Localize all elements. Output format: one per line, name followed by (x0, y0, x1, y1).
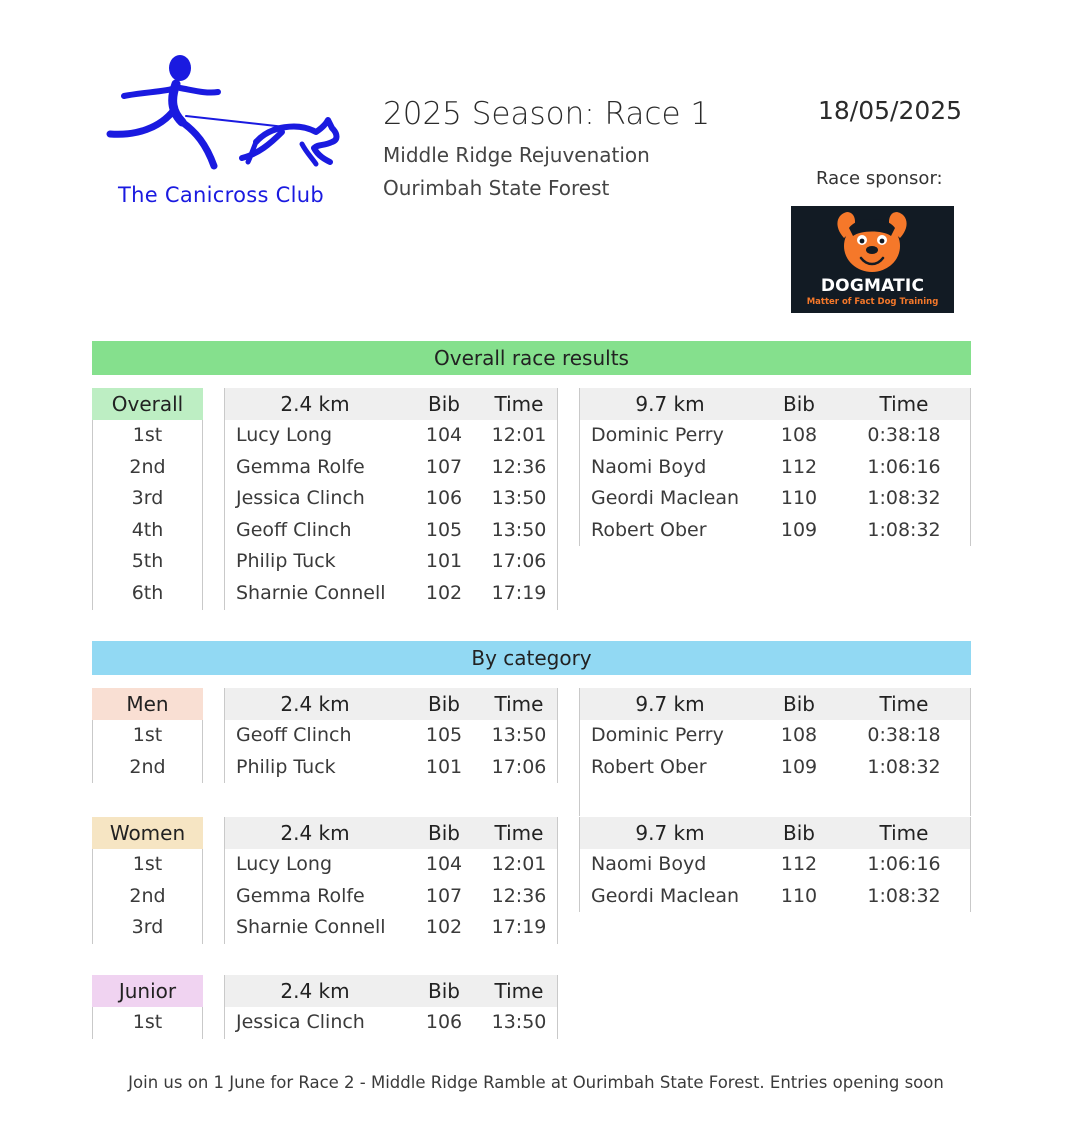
race-time: 17:19 (491, 581, 547, 604)
time-header: Time (494, 979, 544, 1003)
runner-name: Dominic Perry (591, 424, 724, 446)
bib-number: 109 (780, 518, 818, 541)
place-label: 5th (131, 550, 164, 573)
runner-name: Geordi Maclean (591, 884, 740, 907)
place-label: 2nd (129, 884, 166, 907)
table-row (225, 546, 557, 578)
men-2-4km-table (224, 688, 558, 783)
runner-name: Robert Ober (591, 518, 707, 541)
table-row (225, 752, 557, 784)
bib-number: 102 (425, 581, 463, 604)
time-header: Time (879, 692, 929, 716)
bib-number: 105 (425, 518, 463, 541)
sponsor-name: DOGMATIC (820, 276, 925, 296)
sponsor-tagline: Matter of Fact Dog Training (806, 297, 939, 307)
race-time: 1:08:32 (867, 487, 941, 510)
junior-2-4km-table (224, 975, 558, 1039)
race-subtitle: Middle Ridge Rejuvenation (383, 143, 650, 167)
runner-name: Geoff Clinch (236, 518, 352, 541)
table-header-row (580, 817, 970, 849)
bib-number: 112 (780, 455, 818, 478)
bib-header: Bib (428, 979, 460, 1003)
race-time: 1:08:32 (867, 755, 941, 778)
runner-name: Philip Tuck (236, 550, 336, 573)
bib-number: 109 (780, 755, 818, 778)
race-time: 13:50 (491, 487, 547, 510)
race-time: 17:06 (491, 550, 547, 573)
time-header: Time (494, 392, 544, 416)
table-row (580, 849, 970, 881)
bib-number: 105 (425, 724, 463, 746)
place-label: 6th (131, 581, 164, 604)
runner-name: Naomi Boyd (591, 853, 707, 875)
race-time: 12:36 (491, 455, 547, 478)
bib-header: Bib (783, 392, 815, 416)
runner-name: Philip Tuck (236, 755, 336, 778)
women-category-header: Women (92, 817, 203, 849)
bib-number: 108 (780, 424, 818, 446)
runner-name: Gemma Rolfe (236, 455, 365, 478)
bib-header: Bib (428, 821, 460, 845)
runner-name: Jessica Clinch (236, 487, 365, 510)
men-category-header: Men (92, 688, 203, 720)
place-label: 2nd (129, 755, 166, 778)
race-time: 12:36 (491, 884, 547, 907)
table-header-row (225, 817, 557, 849)
dog-face-icon (827, 208, 917, 278)
table-header-row (225, 388, 557, 420)
time-header: Time (494, 692, 544, 716)
time-header: Time (494, 821, 544, 845)
bib-number: 104 (425, 424, 463, 446)
table-row (225, 452, 557, 484)
race-time: 0:38:18 (867, 724, 941, 746)
distance-header: 2.4 km (280, 392, 350, 416)
time-header: Time (879, 821, 929, 845)
table-row (225, 1007, 557, 1039)
runner-name: Dominic Perry (591, 724, 724, 746)
table-row (580, 483, 970, 515)
race-time: 13:50 (491, 518, 547, 541)
runner-name: Robert Ober (591, 755, 707, 778)
bib-number: 108 (780, 724, 818, 746)
table-row (580, 420, 970, 452)
bib-number: 110 (780, 884, 818, 907)
overall-place-header: Overall (92, 388, 203, 420)
race-time: 12:01 (491, 424, 547, 446)
table-row (225, 912, 557, 944)
junior-category-header: Junior (92, 975, 203, 1007)
runner-name: Lucy Long (236, 424, 333, 446)
race-date: 18/05/2025 (818, 96, 963, 125)
bib-number: 107 (425, 455, 463, 478)
table-row (225, 720, 557, 752)
race-time: 12:01 (491, 853, 547, 875)
race-time: 1:08:32 (867, 518, 941, 541)
table-row (225, 515, 557, 547)
race-time: 0:38:18 (867, 424, 941, 446)
table-header-row (225, 975, 557, 1007)
runner-name: Geordi Maclean (591, 487, 740, 510)
place-label: 4th (131, 518, 164, 541)
table-header-row (580, 688, 970, 720)
place-label: 3rd (131, 487, 164, 510)
women-place-column (92, 849, 203, 944)
bib-number: 107 (425, 884, 463, 907)
bib-number: 112 (780, 853, 818, 875)
bib-header: Bib (428, 392, 460, 416)
table-row (580, 515, 970, 547)
place-label: 1st (132, 1011, 163, 1033)
race-time: 17:19 (491, 916, 547, 939)
club-name: The Canicross Club (117, 183, 325, 207)
bib-header: Bib (428, 692, 460, 716)
table-row (580, 752, 970, 784)
bib-header: Bib (783, 692, 815, 716)
distance-header: 9.7 km (635, 821, 705, 845)
runner-name: Naomi Boyd (591, 455, 707, 478)
bib-number: 106 (425, 487, 463, 510)
overall-2-4km-table (224, 388, 558, 610)
table-row (225, 849, 557, 881)
race-time: 1:06:16 (867, 853, 941, 875)
bib-header: Bib (783, 821, 815, 845)
time-header: Time (879, 392, 929, 416)
overall-results-banner: Overall race results (92, 341, 971, 375)
junior-place-column (92, 1007, 203, 1039)
distance-header: 2.4 km (280, 979, 350, 1003)
race-time: 17:06 (491, 755, 547, 778)
overall-9-7km-table (579, 388, 971, 546)
footer-announcement: Join us on 1 June for Race 2 - Middle Ridge Ramble at Ourimbah State Forest. Entries opening soon (128, 1073, 944, 1092)
runner-name: Lucy Long (236, 853, 333, 875)
runner-name: Gemma Rolfe (236, 884, 365, 907)
race-time: 13:50 (491, 724, 547, 746)
table-row (225, 420, 557, 452)
race-time: 1:08:32 (867, 884, 941, 907)
distance-header: 9.7 km (635, 392, 705, 416)
club-logo (96, 48, 346, 213)
sponsor-label: Race sponsor: (816, 168, 943, 189)
table-header-row (225, 688, 557, 720)
bib-number: 106 (425, 1011, 463, 1033)
men-place-column (92, 720, 203, 783)
sponsor-logo (791, 206, 954, 313)
table-row (580, 452, 970, 484)
bib-number: 104 (425, 853, 463, 875)
men-9-7km-table (579, 688, 971, 816)
race-time: 13:50 (491, 1011, 547, 1033)
bib-number: 102 (425, 916, 463, 939)
table-header-row (580, 388, 970, 420)
by-category-banner: By category (92, 641, 971, 675)
place-label: 1st (132, 724, 163, 746)
runner-name: Jessica Clinch (236, 1011, 365, 1033)
runner-name: Sharnie Connell (236, 581, 386, 604)
race-location: Ourimbah State Forest (383, 176, 610, 200)
overall-place-column (92, 420, 203, 610)
women-2-4km-table (224, 817, 558, 944)
table-row (225, 578, 557, 610)
runner-name: Geoff Clinch (236, 724, 352, 746)
table-row (580, 720, 970, 752)
bib-number: 110 (780, 487, 818, 510)
table-row (225, 483, 557, 515)
race-title: 2025 Season: Race 1 (383, 96, 711, 132)
distance-header: 9.7 km (635, 692, 705, 716)
bib-number: 101 (425, 755, 463, 778)
place-label: 1st (132, 853, 163, 875)
place-label: 2nd (129, 455, 166, 478)
race-time: 1:06:16 (867, 455, 941, 478)
place-label: 1st (132, 424, 163, 446)
bib-number: 101 (425, 550, 463, 573)
distance-header: 2.4 km (280, 821, 350, 845)
women-9-7km-table (579, 817, 971, 912)
table-row (225, 881, 557, 913)
place-label: 3rd (131, 916, 164, 939)
runner-with-dog-icon (102, 48, 342, 178)
distance-header: 2.4 km (280, 692, 350, 716)
table-row (580, 881, 970, 913)
runner-name: Sharnie Connell (236, 916, 386, 939)
